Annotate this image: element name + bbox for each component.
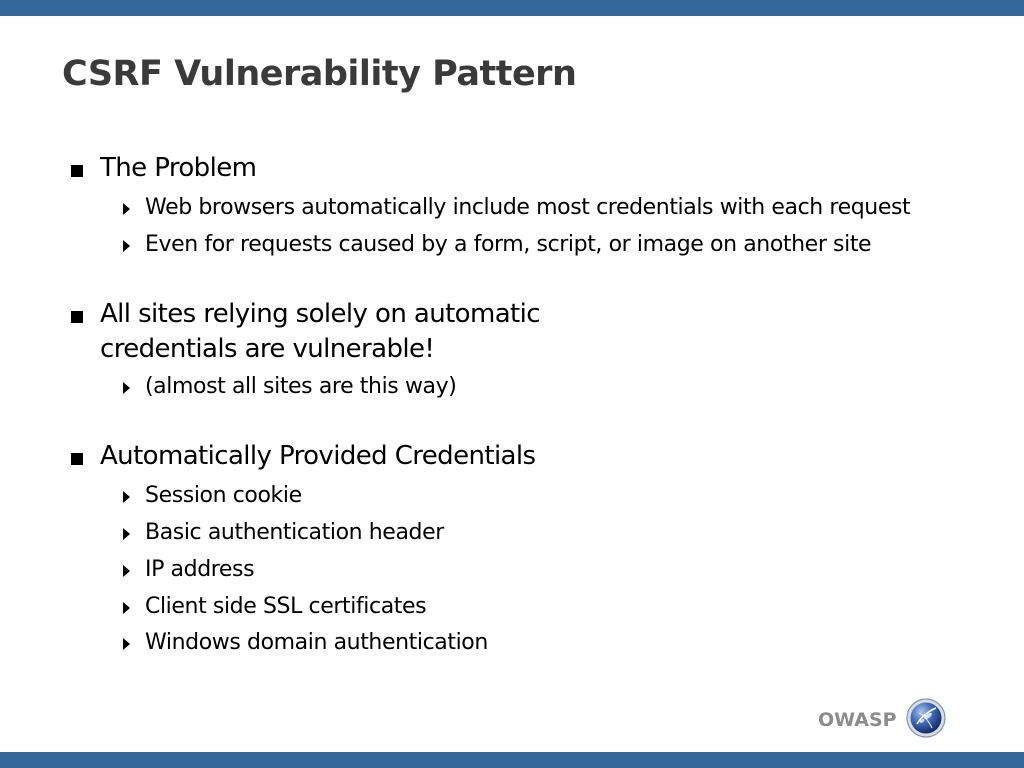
owasp-wasp-globe-icon: [905, 697, 947, 739]
sub-bullet-text: Web browsers automatically include most credentials with each request: [145, 195, 911, 220]
sub-bullet-text: Basic authentication header: [145, 520, 444, 545]
bottom-accent-bar: [0, 752, 1024, 768]
owasp-logo-text: OWASP: [818, 709, 897, 731]
sub-bullet-text: Even for requests caused by a form, script, or image on another site: [145, 232, 872, 257]
triangle-bullet-icon: [123, 638, 130, 650]
square-bullet-icon: [71, 453, 83, 465]
slide-title: CSRF Vulnerability Pattern: [62, 54, 577, 94]
triangle-bullet-icon: [123, 382, 130, 394]
sub-bullet-text: Windows domain authentication: [145, 630, 488, 655]
triangle-bullet-icon: [123, 203, 130, 215]
triangle-bullet-icon: [123, 565, 130, 577]
bullet-text: The Problem: [100, 153, 257, 183]
triangle-bullet-icon: [123, 528, 130, 540]
sub-bullet-text: (almost all sites are this way): [145, 374, 457, 399]
triangle-bullet-icon: [123, 240, 130, 252]
square-bullet-icon: [71, 311, 83, 323]
triangle-bullet-icon: [123, 491, 130, 503]
top-accent-bar: [0, 0, 1024, 16]
bullet-text: Automatically Provided Credentials: [100, 441, 536, 471]
sub-bullet-text: IP address: [145, 557, 255, 582]
bullet-text-line-2: credentials are vulnerable!: [100, 334, 435, 364]
sub-bullet-text: Client side SSL certificates: [145, 594, 427, 619]
bullet-text-line-1: All sites relying solely on automatic: [100, 299, 540, 329]
square-bullet-icon: [71, 165, 83, 177]
triangle-bullet-icon: [123, 602, 130, 614]
sub-bullet-text: Session cookie: [145, 483, 302, 508]
